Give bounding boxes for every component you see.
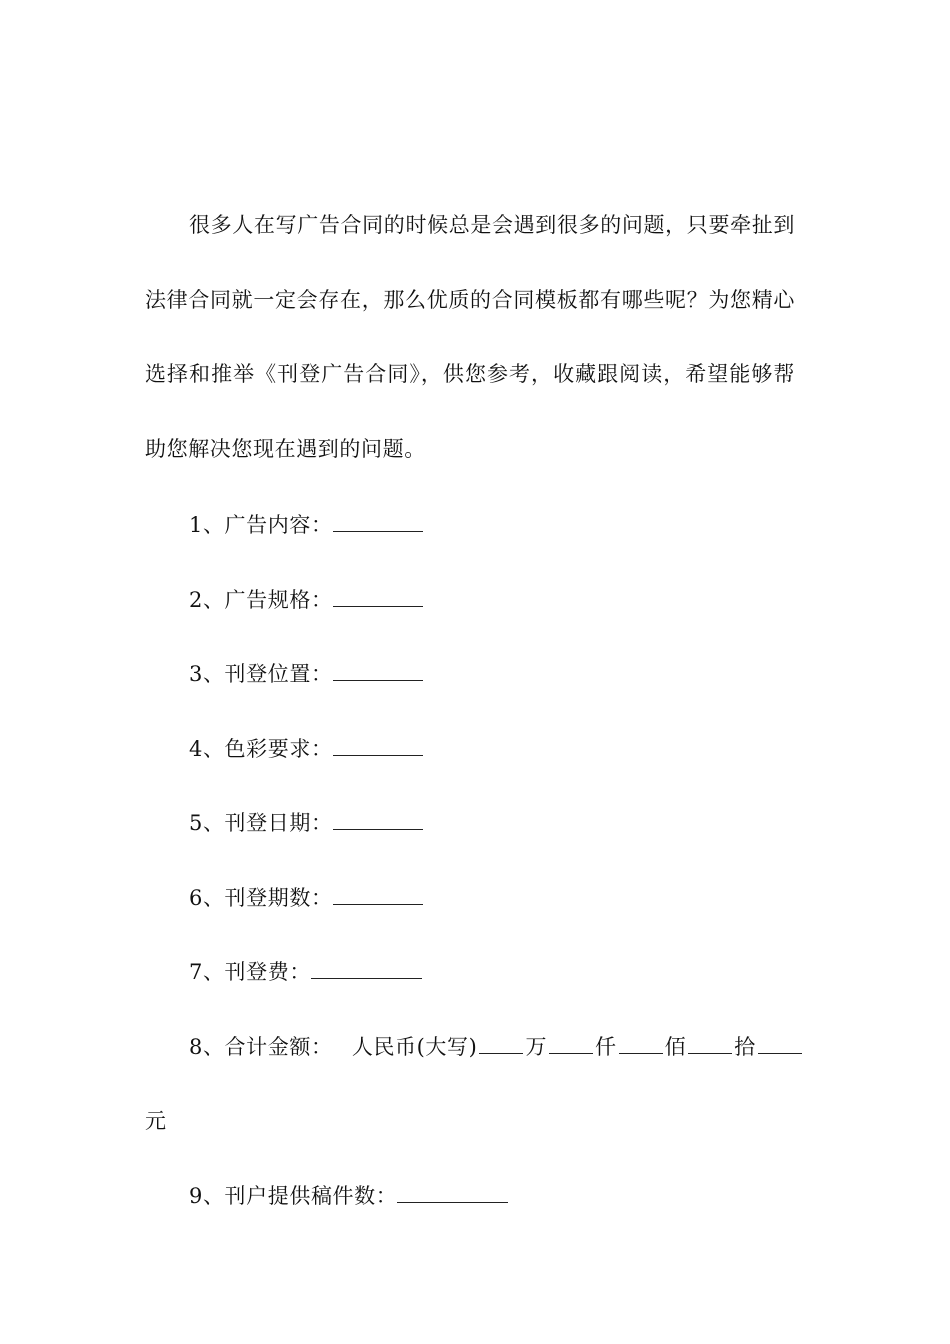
unit-label: 拾 (734, 1035, 756, 1059)
fill-blank[interactable] (333, 586, 423, 607)
fill-blank[interactable] (397, 1182, 508, 1203)
field-fee (189, 957, 422, 987)
field-label: 7、刊登费： (189, 960, 311, 984)
field-date (189, 808, 423, 838)
fill-blank[interactable] (333, 809, 423, 830)
fill-blank[interactable] (333, 511, 423, 532)
field-manuscripts (189, 1181, 508, 1211)
field-position (189, 659, 423, 689)
total-final-unit: 元 (145, 1109, 166, 1133)
fill-blank[interactable] (333, 735, 423, 756)
field-ad-content (189, 510, 423, 540)
field-label: 9、刊户提供稿件数： (189, 1184, 398, 1208)
fill-blank[interactable] (311, 958, 422, 979)
field-color (189, 734, 423, 764)
fill-blank[interactable] (619, 1033, 663, 1054)
unit-label: 仟 (595, 1035, 617, 1059)
field-total-amount (189, 1032, 804, 1062)
currency-label: 人民币(大写) (351, 1035, 478, 1059)
fill-blank[interactable] (479, 1033, 523, 1054)
unit-label: 万 (525, 1035, 548, 1059)
field-label: 4、色彩要求： (189, 737, 333, 761)
field-label: 6、刊登期数： (189, 886, 333, 910)
field-label: 8、合计金额： (189, 1035, 333, 1059)
field-label: 1、广告内容： (189, 513, 333, 537)
field-label: 3、刊登位置： (189, 662, 333, 686)
fill-blank[interactable] (333, 660, 423, 681)
field-issues (189, 883, 423, 913)
fill-blank[interactable] (549, 1033, 593, 1054)
field-ad-size (189, 585, 423, 615)
unit-label: 佰 (664, 1035, 687, 1059)
intro-paragraph: 很多人在写广告合同的时候总是会遇到很多的问题，只要牵扯到法律合同就一定会存在，那么优质的合同模板都有哪些呢？为您精心选择和推举《刊登广告合同》，供您参考，收藏跟阅读，希望能够帮助您解决您现在遇到的问题。 (145, 213, 795, 461)
field-label: 2、广告规格： (189, 588, 333, 612)
fill-blank[interactable] (688, 1033, 732, 1054)
field-label: 5、刊登日期： (189, 811, 333, 835)
fill-blank[interactable] (333, 884, 423, 905)
fill-blank[interactable] (758, 1033, 802, 1054)
